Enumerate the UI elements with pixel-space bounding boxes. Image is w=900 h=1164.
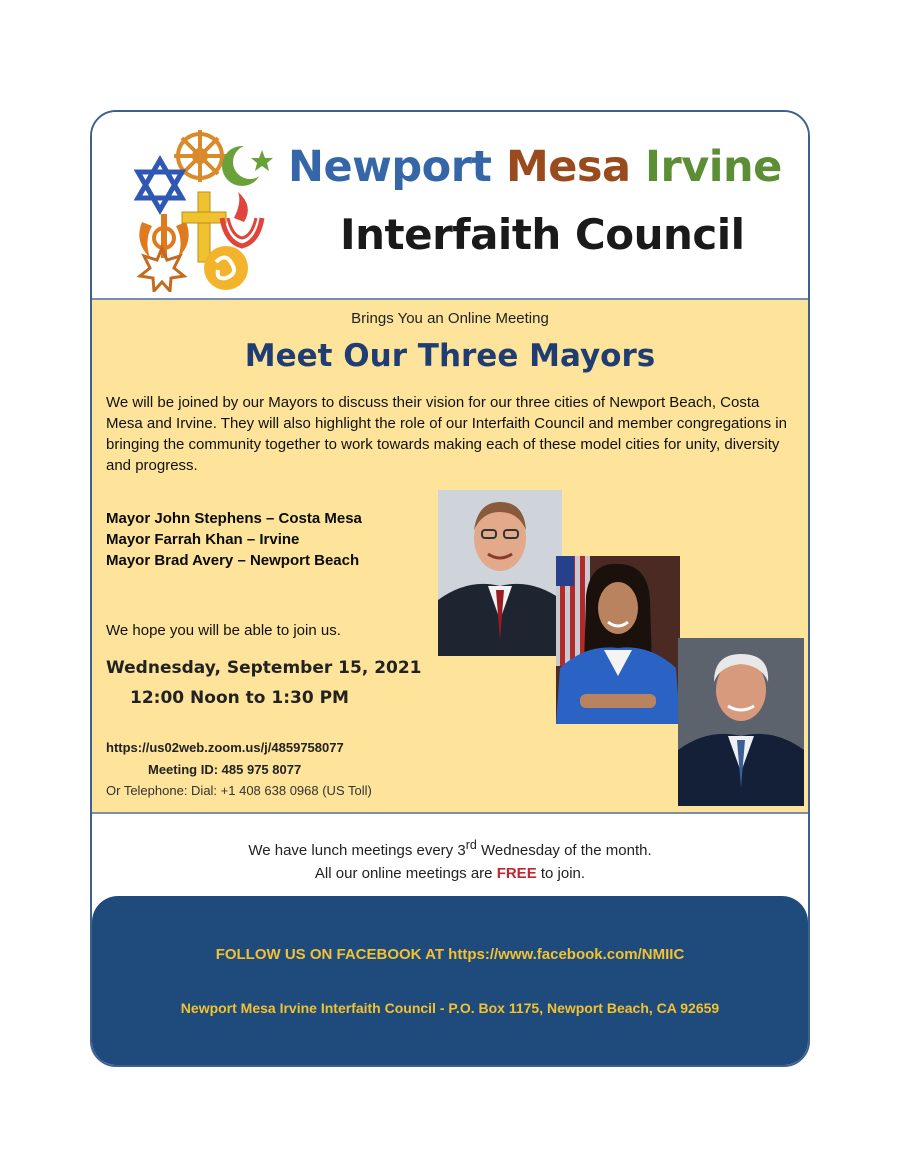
interfaith-symbols-logo bbox=[130, 122, 280, 292]
subtitle: Brings You an Online Meeting bbox=[351, 310, 549, 327]
telephone-dial-in: Or Telephone: Dial: +1 408 638 0968 (US Toll) bbox=[106, 783, 372, 798]
meeting-date: Wednesday, September 15, 2021 bbox=[106, 658, 422, 678]
lunch-line-2 bbox=[92, 862, 808, 885]
title-line-1 bbox=[288, 142, 782, 192]
title-word-mesa: Mesa bbox=[505, 142, 631, 192]
join-invitation: We hope you will be able to join us. bbox=[106, 622, 341, 639]
facebook-link[interactable]: FOLLOW US ON FACEBOOK AT https://www.facebook.com/NMIIC bbox=[215, 946, 685, 963]
om-icon bbox=[204, 246, 248, 290]
ordinal-suffix: rd bbox=[465, 838, 477, 852]
mayor-photo-khan bbox=[556, 556, 680, 724]
lunch-line-1 bbox=[92, 834, 808, 862]
chalice-icon bbox=[222, 192, 262, 246]
title-word-newport: Newport bbox=[288, 142, 492, 192]
intro-paragraph: We will be joined by our Mayors to discuss their vision for our three cities of Newport Beach, Costa Mesa and Irvine. They will also highlight the role of our Interfaith Council and member congregations in bringing the community together to work towards making each of these model cities for unity, diversity and progress. bbox=[106, 394, 787, 474]
star-of-david-icon bbox=[138, 160, 182, 210]
mayor-list bbox=[106, 508, 362, 571]
free-label: FREE bbox=[496, 865, 537, 882]
title-word-irvine: Irvine bbox=[645, 142, 782, 192]
mayor-photo-stephens bbox=[438, 490, 562, 656]
mayor-photo-avery bbox=[678, 638, 804, 806]
header bbox=[92, 112, 808, 300]
flyer bbox=[90, 110, 810, 1067]
title-line-2: Interfaith Council bbox=[340, 210, 745, 259]
mayor-item: Mayor Farrah Khan – Irvine bbox=[106, 531, 300, 548]
lunch-line-2-rest: to join. bbox=[536, 865, 586, 882]
zoom-link[interactable]: https://us02web.zoom.us/j/4859758077 bbox=[106, 740, 344, 755]
mayor-item: Mayor Brad Avery – Newport Beach bbox=[106, 552, 360, 569]
meeting-time: 12:00 Noon to 1:30 PM bbox=[130, 688, 349, 708]
footer bbox=[92, 896, 808, 1066]
lunch-line-1-rest: Wednesday of the month. bbox=[476, 842, 652, 859]
mayor-item: Mayor John Stephens – Costa Mesa bbox=[106, 510, 362, 527]
crescent-star-icon bbox=[222, 145, 273, 186]
lunch-line-2-text: All our online meetings are bbox=[314, 865, 497, 882]
lunch-line-1-text: We have lunch meetings every 3 bbox=[248, 842, 466, 859]
meeting-panel bbox=[92, 300, 808, 814]
headline: Meet Our Three Mayors bbox=[244, 338, 656, 374]
mailing-address: Newport Mesa Irvine Interfaith Council - P.O. Box 1175, Newport Beach, CA 92659 bbox=[180, 1000, 720, 1016]
meeting-id: Meeting ID: 485 975 8077 bbox=[148, 762, 302, 777]
lunch-info bbox=[92, 834, 808, 885]
